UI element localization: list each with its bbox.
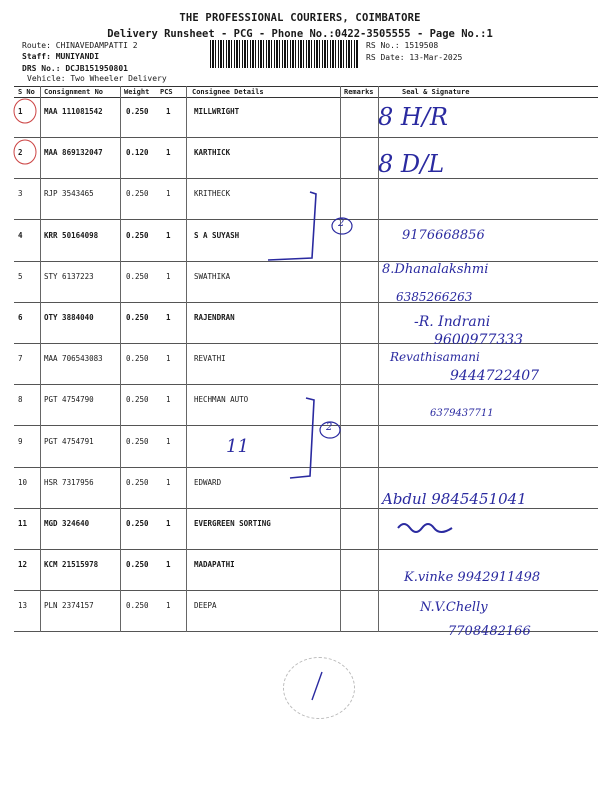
- cell-weight: 0.250: [126, 519, 149, 528]
- cell-consignment: HSR 7317956: [44, 477, 94, 487]
- cell-weight: 0.250: [126, 313, 149, 322]
- signature-7-phone: 9444722407: [450, 368, 540, 384]
- signature-13-phone: 7708482166: [448, 624, 531, 639]
- table-row: [14, 137, 598, 179]
- col-sno: S No: [18, 88, 35, 96]
- cell-consignment: KRR 50164098: [44, 230, 99, 240]
- signature-7-name: Revathisamani: [390, 350, 480, 364]
- cell-consignment: MAA 869132047: [44, 148, 103, 158]
- col-seal: Seal & Signature: [402, 88, 470, 96]
- drs-number: DRS No.: DCJB151950801: [22, 64, 128, 73]
- signature-5-phone: 6385266263: [396, 290, 473, 304]
- cell-pcs: 1: [166, 148, 171, 158]
- table-row: [14, 426, 598, 468]
- cell-consignee: KRITHECK: [194, 189, 231, 199]
- cell-consignment: MAA 111081542: [44, 107, 103, 116]
- cell-sno: 9: [18, 436, 23, 446]
- cell-weight: 0.120: [126, 148, 149, 158]
- cell-consignee: HECHMAN AUTO: [194, 395, 249, 405]
- cell-consignee: SWATHIKA: [194, 271, 231, 281]
- signature-6-name: -R. Indrani: [414, 314, 491, 330]
- cell-sno: 6: [18, 313, 23, 322]
- cell-sno: 11: [18, 519, 28, 528]
- cell-weight: 0.250: [126, 271, 149, 281]
- col-divider: [340, 86, 341, 632]
- col-divider: [120, 86, 121, 632]
- cell-consignee: S A SUYASH: [194, 230, 240, 240]
- rs-number: RS No.: 1519508: [366, 41, 439, 50]
- cell-sno: 8: [18, 395, 23, 405]
- col-divider: [40, 86, 41, 632]
- cell-consignment: MAA 706543083: [44, 354, 103, 364]
- cell-consignee: REVATHI: [194, 354, 226, 364]
- cell-consignment: PGT 4754790: [44, 395, 94, 405]
- cell-pcs: 1: [166, 477, 171, 487]
- cell-pcs: 1: [166, 436, 171, 446]
- cell-pcs: 1: [166, 107, 171, 116]
- signature-5-name: 8.Dhanalakshmi: [382, 262, 489, 277]
- cell-pcs: 1: [166, 354, 171, 364]
- group-label-2: 2: [326, 422, 333, 433]
- cell-weight: 0.250: [126, 436, 149, 446]
- cell-pcs: 1: [166, 271, 171, 281]
- table-row: [14, 508, 598, 550]
- cell-pcs: 1: [166, 519, 171, 528]
- cell-pcs: 1: [166, 601, 171, 611]
- signature-10: Abdul 9845451041: [382, 490, 527, 508]
- cell-weight: 0.250: [126, 477, 149, 487]
- cell-weight: 0.250: [126, 560, 149, 570]
- cell-consignment: RJP 3543465: [44, 189, 94, 199]
- faded-stamp: [283, 657, 355, 719]
- signature-1: 8 H/R: [378, 103, 448, 131]
- col-divider: [186, 86, 187, 632]
- table-row: [14, 96, 598, 138]
- vehicle: Vehicle: Two Wheeler Delivery: [27, 74, 167, 83]
- cell-consignee: RAJENDRAN: [194, 313, 235, 322]
- col-consignment: Consignment No: [44, 88, 104, 96]
- cell-consignment: STY 6137223: [44, 271, 94, 281]
- cell-weight: 0.250: [126, 189, 149, 199]
- cell-consignee: MADAPATHI: [194, 560, 235, 570]
- cell-weight: 0.250: [126, 230, 149, 240]
- table-row: [14, 261, 598, 303]
- cell-consignment: PGT 4754791: [44, 436, 94, 446]
- cell-sno: 10: [18, 477, 28, 487]
- cell-consignment: PLN 2374157: [44, 601, 94, 611]
- signature-2: 8 D/L: [378, 150, 445, 178]
- table-row: [14, 384, 598, 426]
- mark-9: 11: [226, 436, 249, 457]
- cell-weight: 0.250: [126, 354, 149, 364]
- cell-sno: 13: [18, 601, 28, 611]
- col-weight: Weight: [124, 88, 150, 96]
- cell-weight: 0.250: [126, 107, 149, 116]
- signature-6-phone: 9600977333: [434, 332, 524, 348]
- cell-consignee: DEEPA: [194, 601, 217, 611]
- barcode: [210, 40, 358, 68]
- signature-13-name: N.V.Chelly: [420, 600, 488, 615]
- cell-sno: 3: [18, 189, 23, 199]
- cell-weight: 0.250: [126, 601, 149, 611]
- signature-8: 6379437711: [430, 408, 494, 419]
- col-pcs: PCS: [160, 88, 173, 96]
- cell-sno: 12: [18, 560, 28, 570]
- col-consignee: Consignee Details: [192, 88, 264, 96]
- cell-sno: 7: [18, 354, 23, 364]
- cell-pcs: 1: [166, 313, 171, 322]
- cell-pcs: 1: [166, 189, 171, 199]
- cell-consignee: EDWARD: [194, 477, 222, 487]
- group-label-1: 2: [338, 218, 345, 229]
- cell-sno: 5: [18, 271, 23, 281]
- table-row: [14, 178, 598, 220]
- cell-weight: 0.250: [126, 395, 149, 405]
- staff: Staff: MUNIYANDI: [22, 52, 100, 61]
- cell-sno: 2: [18, 148, 23, 158]
- cell-pcs: 1: [166, 395, 171, 405]
- signature-4: 9176668856: [402, 228, 485, 243]
- runsheet-subtitle: Delivery Runsheet - PCG - Phone No.:0422-3505555 - Page No.:1: [107, 28, 493, 40]
- company-title: THE PROFESSIONAL COURIERS, COIMBATORE: [179, 12, 421, 24]
- cell-consignee: EVERGREEN SORTING: [194, 519, 271, 528]
- cell-consignee: KARTHICK: [194, 148, 231, 158]
- cell-consignee: MILLWRIGHT: [194, 107, 240, 116]
- cell-sno: 1: [18, 107, 23, 116]
- col-remarks: Remarks: [344, 88, 374, 96]
- signature-12: K.vinke 9942911498: [404, 570, 541, 585]
- cell-consignment: KCM 21515978: [44, 560, 99, 570]
- cell-consignment: OTY 3884040: [44, 313, 94, 322]
- rs-date: RS Date: 13-Mar-2025: [366, 53, 463, 62]
- cell-pcs: 1: [166, 230, 171, 240]
- cell-consignment: MGD 324640: [44, 519, 90, 528]
- route: Route: CHINAVEDAMPATTI 2: [22, 41, 138, 50]
- table-row: [14, 220, 598, 262]
- cell-sno: 4: [18, 230, 23, 240]
- cell-pcs: 1: [166, 560, 171, 570]
